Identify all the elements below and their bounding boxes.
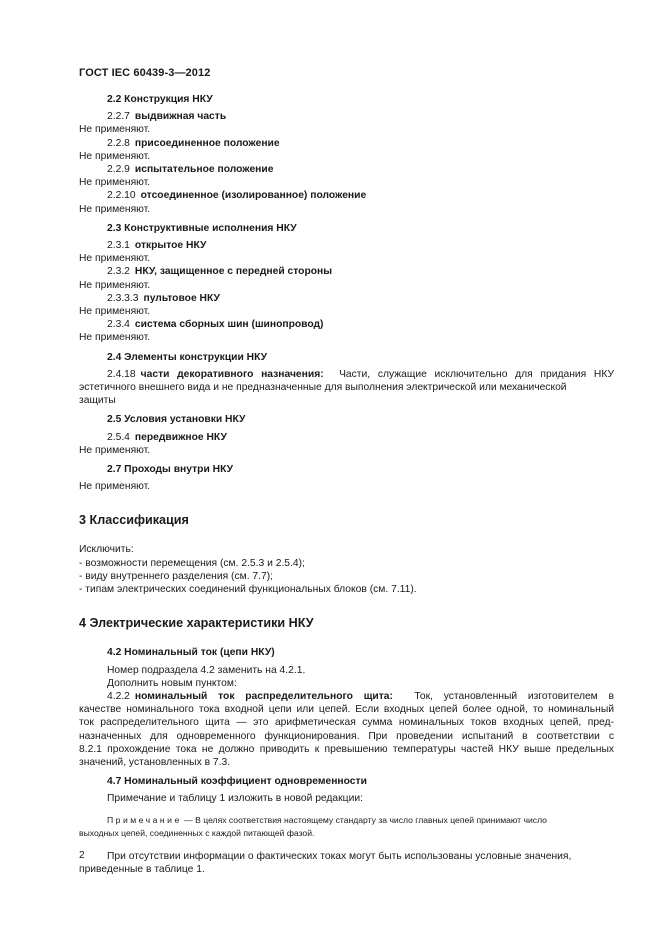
clause-2-2-8: 2.2.8 присоединенное положение (107, 137, 280, 149)
section-3-body (79, 543, 614, 596)
section-4-7-p2 (79, 850, 614, 876)
section-4-heading: 4 Электрические характеристики НКУ (79, 616, 314, 631)
section-2-5-heading: 2.5 Условия установки НКУ (107, 414, 246, 426)
clause-2-4-18 (79, 368, 614, 408)
clause-2-3-3-3: 2.3.3.3 пультовое НКУ (107, 292, 220, 304)
clause-2-5-4: 2.5.4 передвижное НКУ (107, 431, 227, 443)
section-3-item: - виду внутреннего разделения (см. 7.7); (79, 570, 274, 582)
clause-2-2-7: 2.2.7 выдвижная часть (107, 111, 227, 123)
section-4-7-p1: Примечание и таблицу 1 изложить в новой редакции: (107, 793, 363, 805)
clause-4-2-2-line4: назначенных для одновременного функционирования. При проведении испытаний в соответствии с (79, 730, 614, 742)
clause-2-3-1: 2.3.1 открытое НКУ (107, 240, 207, 252)
clause-2-3-2: 2.3.2 НКУ, защищенное с передней стороны (107, 266, 333, 278)
section-2-4-heading: 2.4 Элементы конструкции НКУ (107, 351, 268, 363)
section-4-7-heading: 4.7 Номинальный коэффициент одновременности (107, 776, 367, 788)
clause-2-3-4-text: Не применяют. (79, 332, 151, 344)
clause-2-3-1-text: Не применяют. (79, 253, 151, 265)
note-line1: Примечание — В целях соответствия настоящему стандарту за число главных цепей принимают число (107, 814, 547, 825)
clause-2-2-7-text: Не применяют. (79, 124, 151, 136)
clause-4-2-2-line6: значений, установленных в 7.3. (79, 756, 231, 768)
section-2-2-heading: 2.2 Конструкция НКУ (107, 94, 213, 105)
clause-2-4-18-line1: 2.4.18 части декоративного назначения: Части, служащие исключительно для придания НКУ (107, 368, 614, 380)
clause-2-2-9-text: Не применяют. (79, 177, 151, 189)
section-3-intro: Исключить: (79, 544, 134, 556)
note (79, 814, 614, 840)
section-2-7-heading: 2.7 Проходы внутри НКУ (107, 464, 234, 476)
section-3-heading: 3 Классификация (79, 513, 189, 528)
clause-2-3-2-text: Не применяют. (79, 279, 151, 291)
section-4-2-p2: Дополнить новым пунктом: (107, 677, 237, 689)
clause-2-2-8-text: Не применяют. (79, 150, 151, 162)
clause-2-3-3-3-text: Не применяют. (79, 306, 151, 318)
clause-4-2-2-line2: качестве номинального тока входной цепи или цепей. Если входных цепей более одной, то номинальный (79, 704, 614, 716)
section-4-2-heading: 4.2 Номинальный ток (цепи НКУ) (107, 647, 275, 659)
clause-2-3-4: 2.3.4 система сборных шин (шинопровод) (107, 319, 324, 331)
clause-2-4-18-line3: защиты (79, 395, 116, 407)
clause-2-4-18-line2: эстетичного внешнего вида и не предназначенные для выполнения электрической или механической (79, 382, 567, 394)
clause-2-2-10: 2.2.10 отсоединенное (изолированное) положение (107, 190, 367, 202)
section-2-7-text: Не применяют. (79, 481, 151, 493)
section-4-7-body (79, 792, 614, 876)
section-4-7-p2-line2: приведенные в таблице 1. (79, 863, 205, 875)
section-3-item: - возможности перемещения (см. 2.5.3 и 2.5.4); (79, 557, 305, 569)
section-2-3-items (79, 239, 614, 345)
page-number: 2 (79, 850, 85, 861)
document-header: ГОСТ IEC 60439-3—2012 (79, 67, 211, 79)
clause-2-2-9: 2.2.9 испытательное положение (107, 164, 274, 176)
clause-2-5-4-text: Не применяют. (79, 444, 151, 456)
section-2-5-items (79, 431, 614, 457)
document-body (79, 93, 614, 876)
section-2-2-items (79, 110, 614, 216)
clause-4-2-2-line5: 8.2.1 прохождение тока не должно приводить к превышению температуры частей НКУ выше предельных (79, 743, 614, 755)
section-2-3-heading: 2.3 Конструктивные исполнения НКУ (107, 222, 297, 234)
section-3-item: - типам электрических соединений функциональных блоков (см. 7.11). (79, 584, 417, 596)
clause-2-2-10-text: Не применяют. (79, 203, 151, 215)
clause-4-2-2-line3: ток распределительного щита — это арифметическая сумма номинальных токов входных цепей, пред- (79, 717, 614, 729)
note-line2: выходных цепей, соединенных с каждой питающей фазой. (79, 827, 315, 838)
section-4-2-body (79, 664, 614, 770)
section-4-2-p1: Номер подраздела 4.2 заменить на 4.2.1. (107, 664, 306, 676)
clause-4-2-2-line1: 4.2.2 номинальный ток распределительного щита: Ток, установленный изготовителем в (107, 690, 614, 702)
section-4-7-p2-line1: При отсутствии информации о фактических токах могут быть использованы условные значения, (107, 850, 572, 862)
